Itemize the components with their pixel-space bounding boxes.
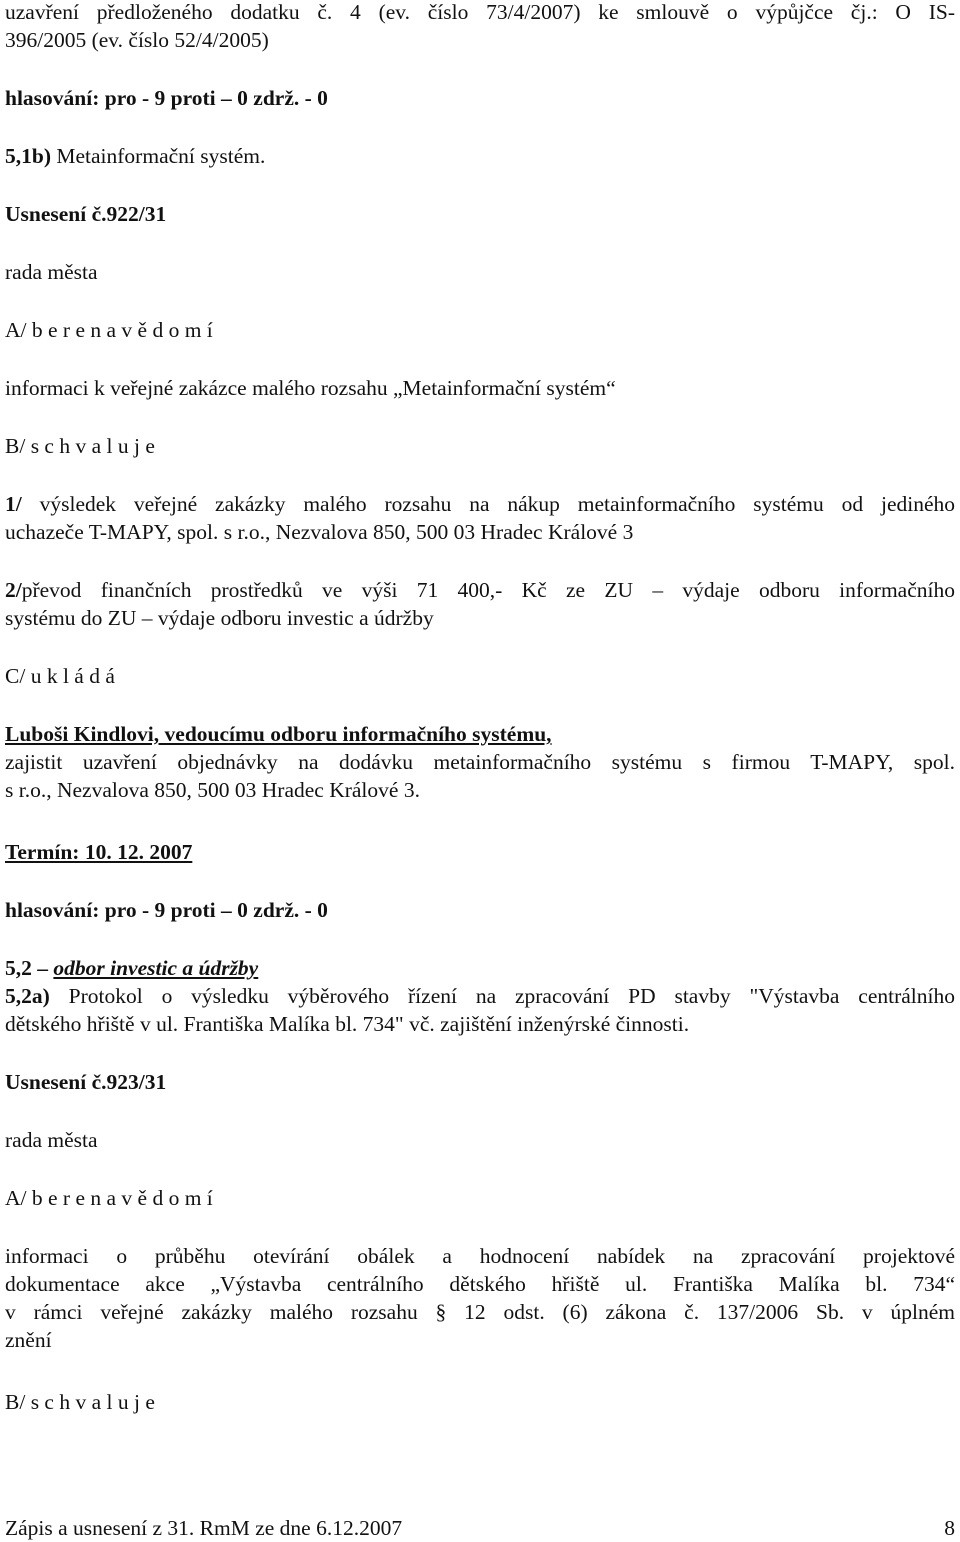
vote-result: hlasování: pro - 9 proti – 0 zdrž. - 0 [5, 898, 328, 922]
page-footer [5, 1514, 955, 1542]
council-label: rada města [5, 1128, 98, 1152]
item-heading [5, 142, 265, 170]
section-b-label: B/ s c h v a l u j e [5, 1390, 155, 1414]
paragraph-line: znění [5, 1328, 52, 1352]
paragraph-line: 396/2005 (ev. číslo 52/4/2005) [5, 28, 269, 52]
paragraph-line [5, 982, 955, 1010]
resolution-label: Usnesení č. [5, 202, 107, 226]
paragraph-line: uzavření předloženého dodatku č. 4 (ev. číslo 73/4/2007) ke smlouvě o výpůjčce čj.: O IS- [5, 0, 955, 24]
paragraph-line: informaci o průběhu otevírání obálek a hodnocení nabídek na zpracování projektové [5, 1244, 955, 1268]
section-a-label: A/ b e r e n a v ě d o m í [5, 1186, 213, 1210]
item-number: 5,1b) [5, 144, 51, 168]
paragraph-line: s r.o., Nezvalova 850, 500 03 Hradec Králové 3. [5, 778, 420, 802]
section-heading [5, 954, 258, 982]
section-c-label: C/ u k l á d á [5, 664, 115, 688]
paragraph-line: dokumentace akce „Výstavba centrálního dětského hřiště ul. Františka Malíka bl. 734“ [5, 1272, 955, 1296]
resolution-label: Usnesení č. [5, 1070, 107, 1094]
list-number: 1/ [5, 492, 22, 516]
item-number: 5,2a) [5, 984, 50, 1008]
item-title: Metainformační systém. [56, 144, 266, 168]
section-a-label: A/ b e r e n a v ě d o m í [5, 318, 213, 342]
list-text: převod finančních prostředků ve výši 71 400,- Kč ze ZU – výdaje odboru informačního [21, 578, 955, 602]
list-text: výsledek veřejné zakázky malého rozsahu na nákup metainformačního systému od jediného [39, 492, 956, 516]
council-label: rada města [5, 260, 98, 284]
resolution-number: 923/31 [106, 1070, 167, 1094]
section-b-label: B/ s c h v a l u j e [5, 434, 155, 458]
resolution-heading [5, 1068, 166, 1096]
page-number: 8 [944, 1516, 955, 1540]
list-number: 2/ [5, 578, 22, 602]
paragraph-line: zajistit uzavření objednávky na dodávku metainformačního systému s firmou T-MAPY, spol. [5, 750, 955, 774]
paragraph-line [5, 490, 955, 518]
section-a-text: informaci k veřejné zakázce malého rozsahu „Metainformační systém“ [5, 376, 616, 400]
resolution-number: 922/31 [106, 202, 167, 226]
section-title: odbor investic a údržby [53, 956, 259, 980]
section-number: 5,2 – [5, 956, 48, 980]
paragraph-line [5, 576, 955, 604]
footer-text: Zápis a usnesení z 31. RmM ze dne 6.12.2007 [5, 1516, 403, 1540]
item-text: Protokol o výsledku výběrového řízení na zpracování PD stavby "Výstavba centrálního [68, 984, 955, 1008]
paragraph-line: dětského hřiště v ul. Františka Malíka bl. 734" vč. zajištění inženýrské činnosti. [5, 1012, 690, 1036]
paragraph-line: uchazeče T-MAPY, spol. s r.o., Nezvalova 850, 500 03 Hradec Králové 3 [5, 520, 634, 544]
responsible-person: Luboši Kindlovi, vedoucímu odboru informačního systému, [5, 722, 552, 746]
resolution-heading [5, 200, 166, 228]
paragraph-line: v rámci veřejné zakázky malého rozsahu § 12 odst. (6) zákona č. 137/2006 Sb. v úplném [5, 1300, 955, 1324]
paragraph-line: systému do ZU – výdaje odboru investic a údržby [5, 606, 434, 630]
vote-result: hlasování: pro - 9 proti – 0 zdrž. - 0 [5, 86, 328, 110]
deadline: Termín: 10. 12. 2007 [5, 840, 193, 864]
